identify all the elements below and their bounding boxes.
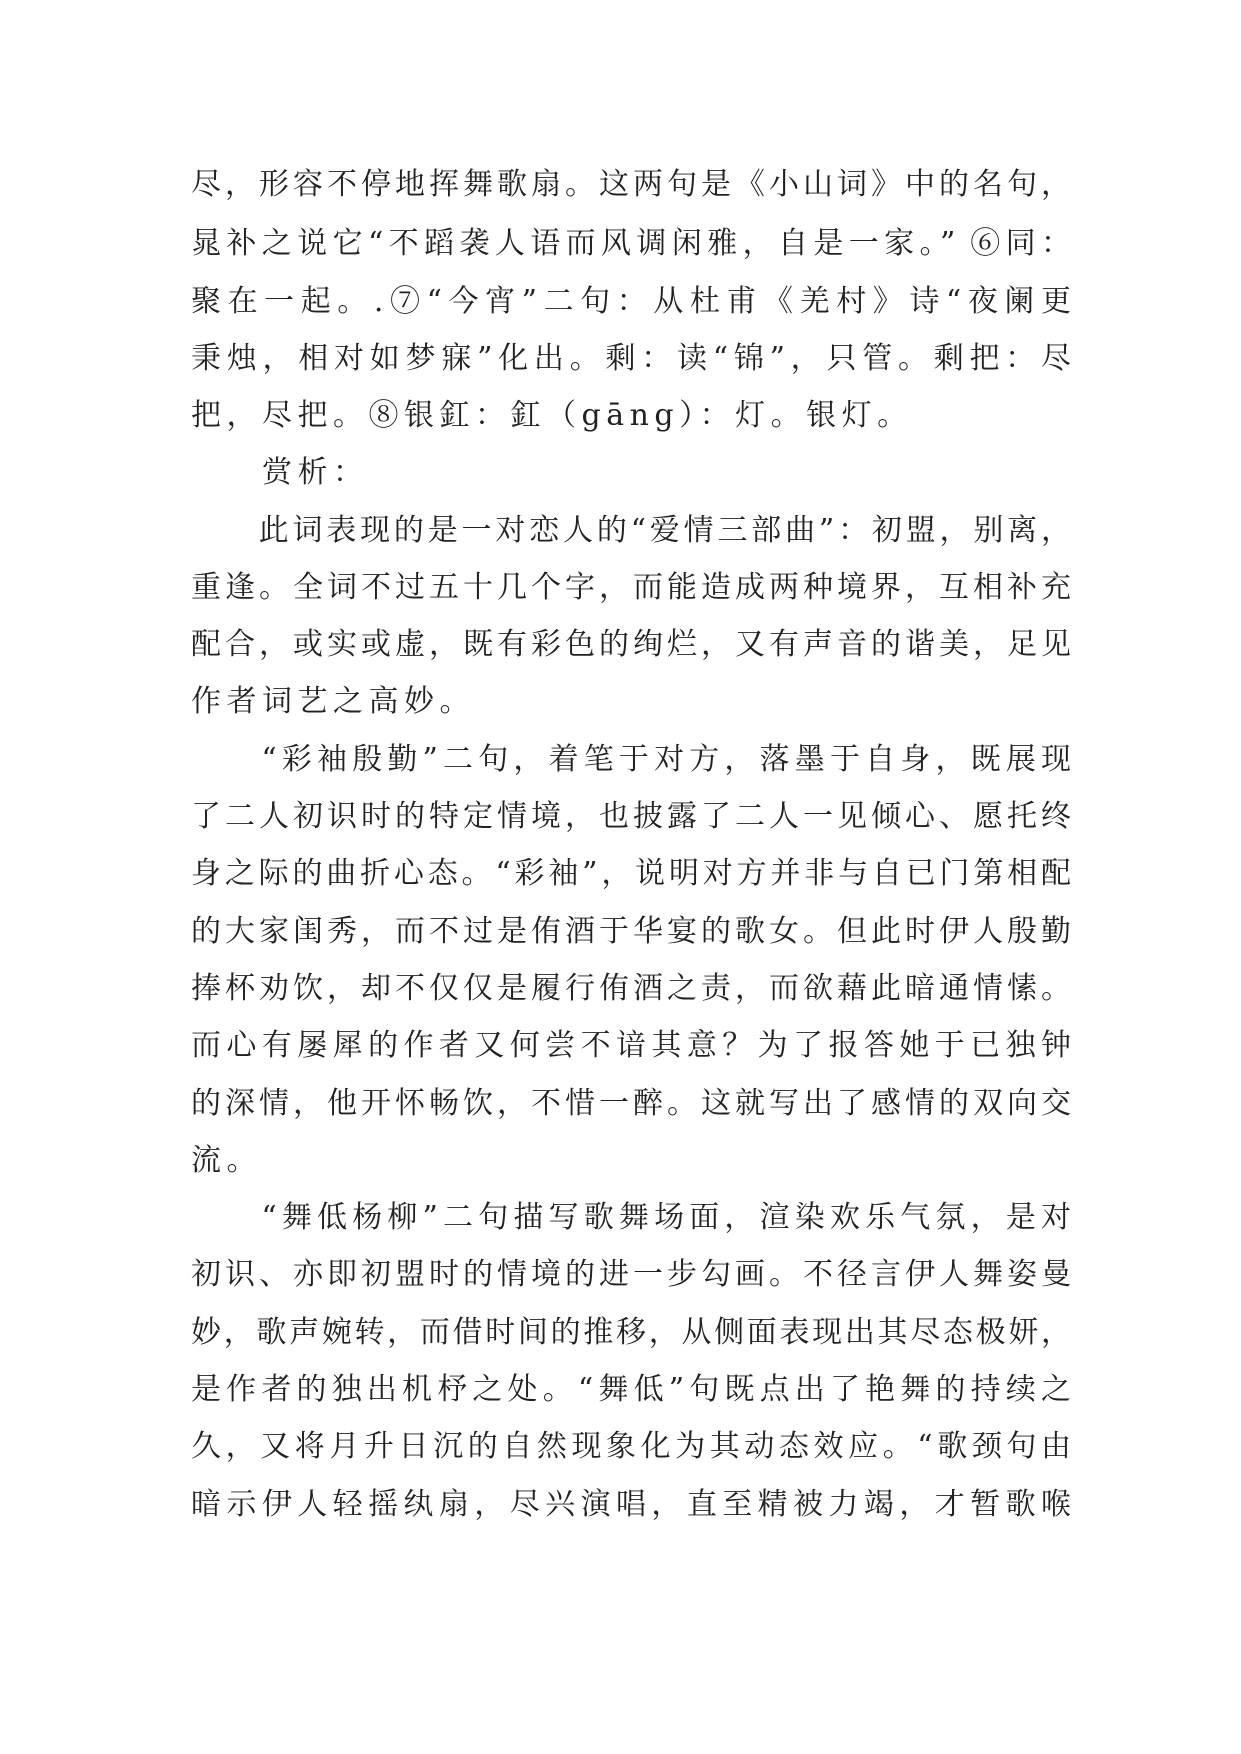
text-line: 此词表现的是一对恋人的“爱情三部曲”：初盟，别离， bbox=[191, 513, 1071, 548]
text-line: 是作者的独出机杼之处。“舞低”句既点出了艳舞的持续之 bbox=[191, 1372, 1071, 1407]
text-line: “彩袖殷勤”二句，着笔于对方，落墨于自身，既展现 bbox=[191, 742, 1071, 777]
text-line: 晁补之说它“不蹈袭人语而风调闲雅，自是一家。” ⑥同： bbox=[191, 226, 1071, 261]
text-line: 身之际的曲折心态。“彩袖”，说明对方并非与自已门第相配 bbox=[191, 856, 1071, 891]
text-line: 妙，歌声婉转，而借时间的推移，从侧面表现出其尽态极妍， bbox=[191, 1315, 1071, 1350]
text-line: “舞低杨柳”二句描写歌舞场面，渲染欢乐气氛，是对 bbox=[191, 1200, 1071, 1235]
text-line: 秉烛，相对如梦寐”化出。剩：读“锦”，只管。剩把：尽 bbox=[191, 341, 1071, 376]
text-line: 的深情，他开怀畅饮，不惜一醉。这就写出了感情的双向交 bbox=[191, 1086, 1071, 1121]
section-heading: 赏析： bbox=[191, 455, 369, 490]
text-line: 把，尽把。⑧银釭：釭（gāng）：灯。银灯。 bbox=[191, 398, 913, 433]
text-line: 捧杯劝饮，却不仅仅是履行侑酒之责，而欲藉此暗通情愫。 bbox=[191, 971, 1071, 1006]
text-line: 尽，形容不停地挥舞歌扇。这两句是《小山词》中的名句， bbox=[191, 167, 1071, 202]
text-line: 而心有屡犀的作者又何尝不谙其意？为了报答她于已独钟 bbox=[191, 1028, 1071, 1063]
text-line: 聚在一起。.⑦“今宵”二句：从杜甫《羌村》诗“夜阑更 bbox=[191, 284, 1071, 319]
text-line: 重逢。全词不过五十几个字，而能造成两种境界，互相补充 bbox=[191, 570, 1071, 605]
text-line: 暗示伊人轻摇纨扇，尽兴演唱，直至精被力竭，才暂歌喉 bbox=[191, 1487, 1071, 1522]
text-line: 配合，或实或虚，既有彩色的绚烂，又有声音的谐美，足见 bbox=[191, 627, 1071, 662]
text-line: 的大家闺秀，而不过是侑酒于华宴的歌女。但此时伊人殷勤 bbox=[191, 914, 1071, 949]
text-line: 初识、亦即初盟时的情境的进一步勾画。不径言伊人舞姿曼 bbox=[191, 1257, 1071, 1292]
text-line: 了二人初识时的特定情境，也披露了二人一见倾心、愿托终 bbox=[191, 799, 1071, 834]
text-line: 久，又将月升日沉的自然现象化为其动态效应。“歌颈句由 bbox=[191, 1429, 1071, 1464]
text-line: 作者词艺之高妙。 bbox=[191, 684, 475, 719]
text-line: 流。 bbox=[191, 1143, 262, 1178]
